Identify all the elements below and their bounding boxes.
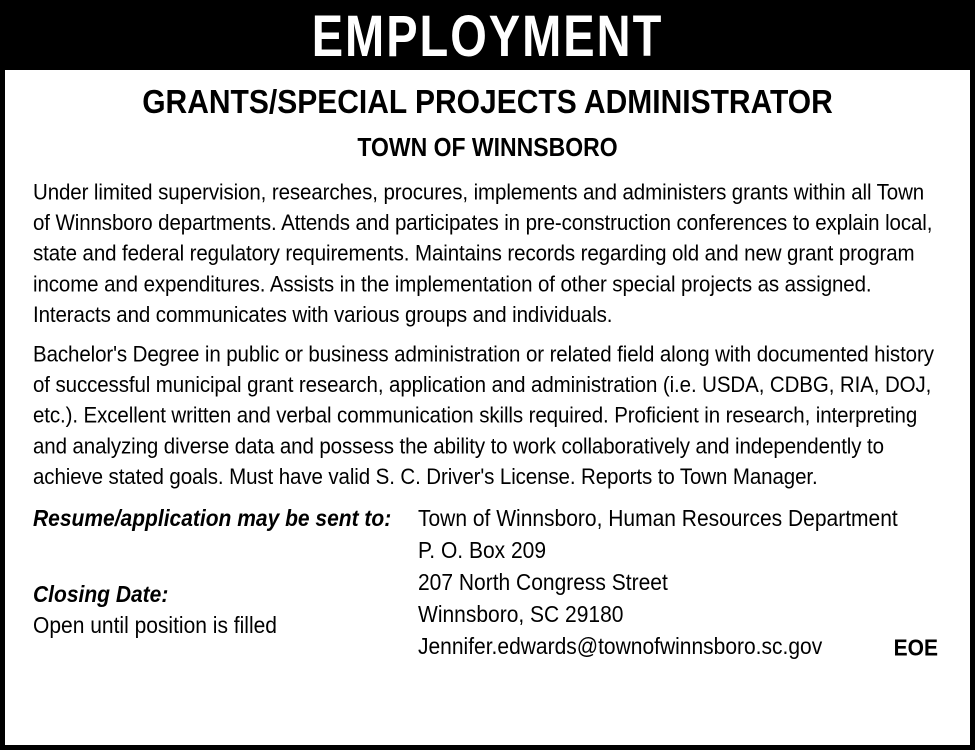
label-spacer	[33, 534, 418, 578]
contact-block	[33, 502, 942, 662]
address-line-4: Winnsboro, SC 29180	[418, 602, 624, 628]
address-line-2: P. O. Box 209	[418, 538, 547, 564]
banner-title: EMPLOYMENT	[311, 2, 664, 69]
page-title: GRANTS/SPECIAL PROJECTS ADMINISTRATOR	[142, 84, 833, 122]
closing-date-value: Open until position is filled	[33, 613, 277, 639]
description-paragraph-2: Bachelor's Degree in public or business administration or related field along with documented history of successful municipal grant research, application and administration (i.e. USDA, CDBG, RIA, DOJ, etc.). Excellent written and verbal communication skills required. Proficient in research, interpreting and analyzing diverse data and possess the ability to work collaboratively and independently to achieve stated goals. Must have valid S. C. Driver's License. Reports to Town Manager.	[33, 342, 934, 490]
contact-labels-column	[33, 502, 418, 641]
email-row	[418, 630, 942, 662]
eoe-notice: EOE	[893, 636, 938, 661]
employment-banner	[5, 2, 970, 70]
contact-email[interactable]: Jennifer.edwards@townofwinnsboro.sc.gov	[418, 634, 823, 660]
address-line-1: Town of Winnsboro, Human Resources Department	[418, 506, 898, 532]
closing-date-label: Closing Date:	[33, 582, 169, 608]
organization-name: TOWN OF WINNSBORO	[357, 132, 618, 162]
resume-label: Resume/application may be sent to:	[33, 506, 392, 532]
description-paragraph-1: Under limited supervision, researches, procures, implements and administers grants within all Town of Winnsboro departments. Attends and participates in pre-construction conferences to explain local, state and federal regulatory requirements. Maintains records regarding old and new grant program income and expenditures. Assists in the implementation of other special projects as assigned. Interacts and communicates with various groups and individuals.	[33, 180, 933, 329]
ad-body	[5, 70, 970, 745]
address-line-3: 207 North Congress Street	[418, 570, 668, 596]
contact-address-column	[418, 502, 942, 662]
